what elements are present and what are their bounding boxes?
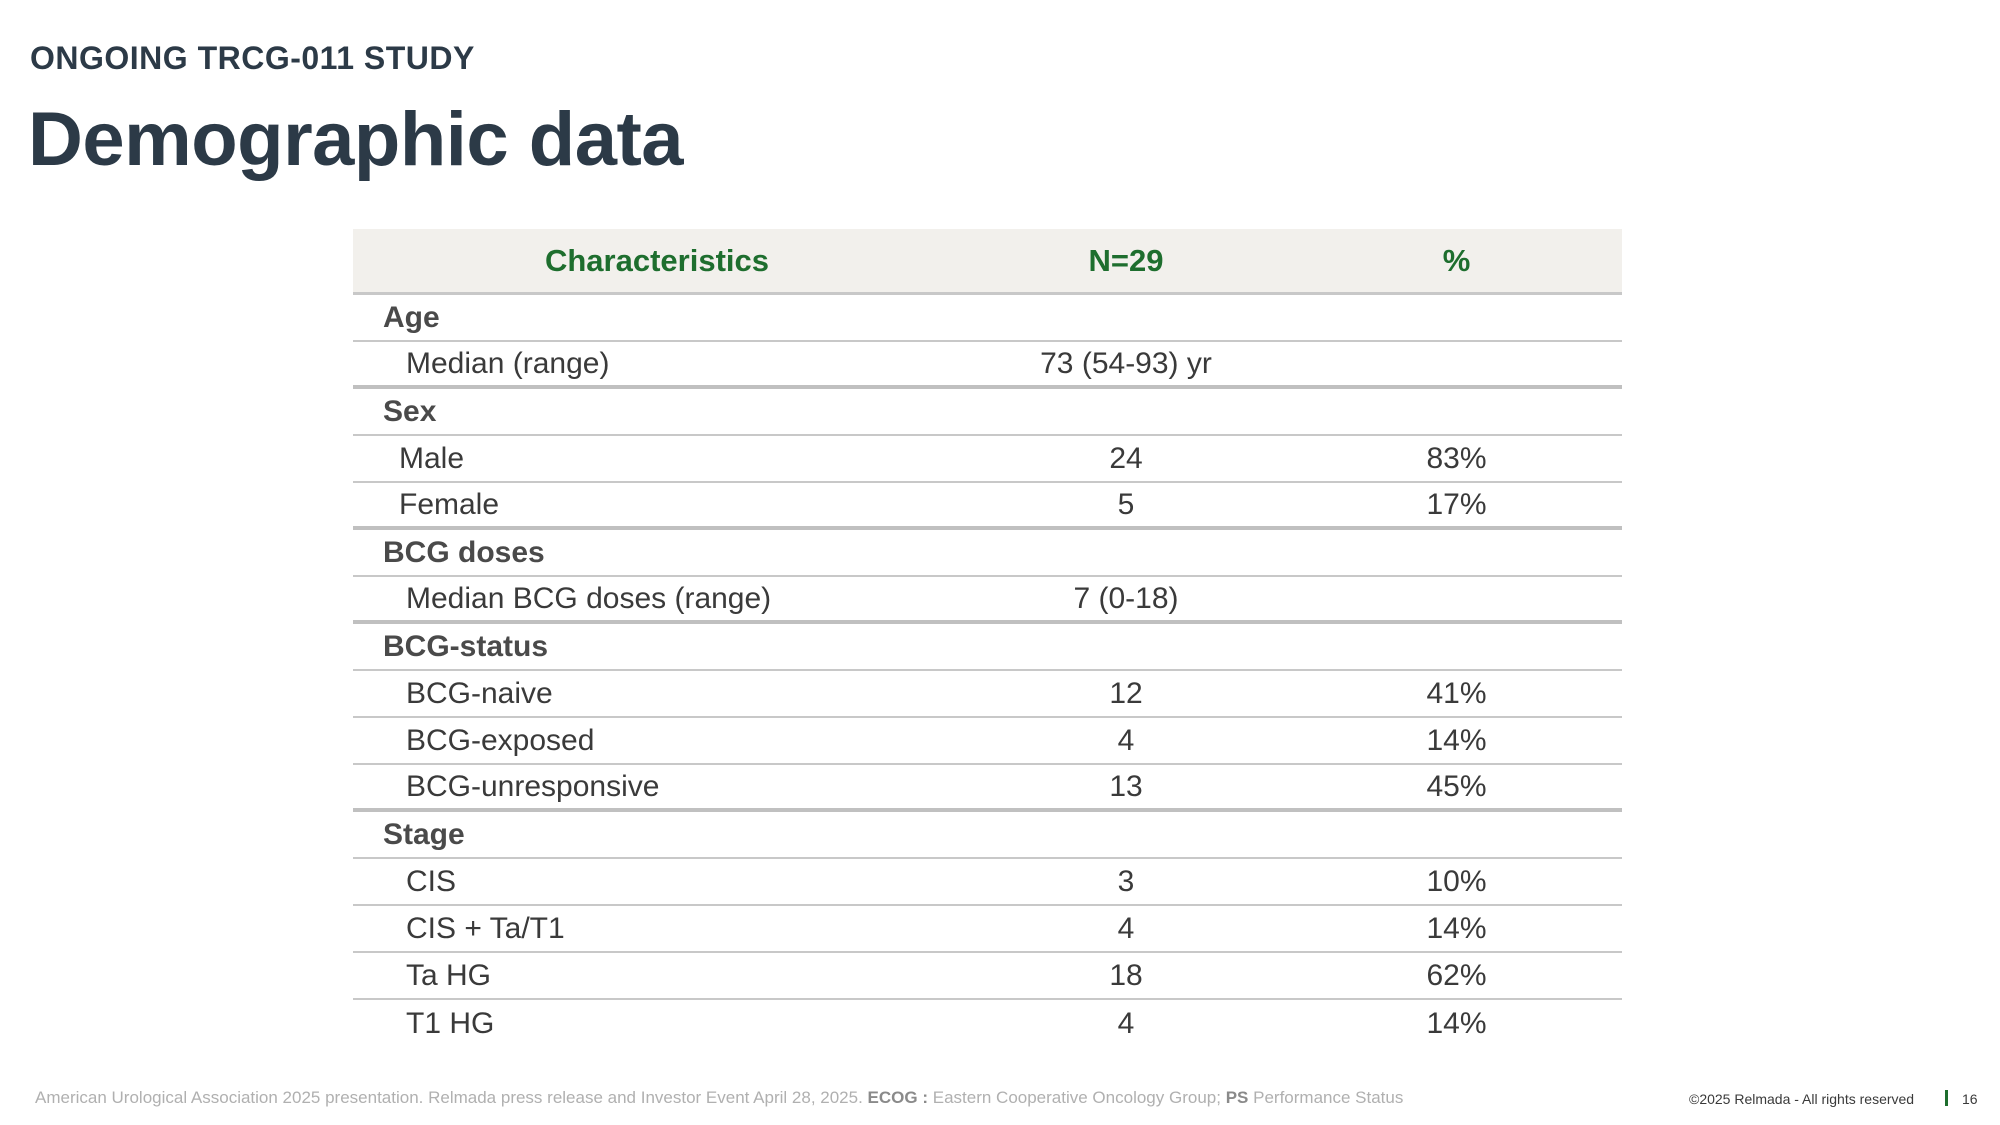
- table-row: [353, 906, 1622, 953]
- row-pct: 14%: [1426, 1006, 1487, 1040]
- footnote-ecog-text: Eastern Cooperative Oncology Group;: [932, 1088, 1221, 1107]
- footer-separator: [1945, 1090, 1948, 1106]
- row-pct: 17%: [1426, 487, 1487, 521]
- table-row: [353, 1000, 1622, 1047]
- footnote-ps-abbr: PS: [1225, 1088, 1249, 1107]
- row-n: 4: [1117, 911, 1135, 945]
- row-n: 5: [1117, 487, 1135, 521]
- row-n: 4: [1117, 723, 1135, 757]
- column-header-characteristics: Characteristics: [544, 242, 769, 278]
- row-label: Median BCG doses (range): [406, 581, 772, 615]
- section-eyebrow: ONGOING TRCG-011 STUDY: [30, 40, 475, 76]
- row-pct: 10%: [1426, 864, 1487, 898]
- row-n: 73 (54-93) yr: [1040, 346, 1212, 380]
- row-label: CIS: [406, 864, 457, 898]
- copyright-notice: ©2025 Relmada - All rights reserved: [1689, 1091, 1915, 1107]
- row-label: Female: [399, 487, 500, 521]
- row-label: Sex: [383, 394, 437, 428]
- row-n: 13: [1109, 769, 1143, 803]
- row-n: 7 (0-18): [1073, 581, 1179, 615]
- footnote: [35, 1088, 1403, 1108]
- table-row-section-bcg-doses: [353, 530, 1622, 577]
- row-label: T1 HG: [406, 1006, 495, 1040]
- column-header-percent: %: [1442, 242, 1471, 278]
- table-row: [353, 342, 1622, 389]
- row-label: BCG-status: [383, 629, 549, 663]
- table-header-row: [353, 229, 1622, 295]
- table-row: [353, 953, 1622, 1000]
- row-pct: 41%: [1426, 676, 1487, 710]
- row-label: CIS + Ta/T1: [406, 911, 565, 945]
- row-pct: 14%: [1426, 911, 1487, 945]
- demographics-table: [353, 229, 1622, 1047]
- table-row-section-bcg-status: [353, 624, 1622, 671]
- row-label: BCG-unresponsive: [406, 769, 660, 803]
- row-n: 12: [1109, 676, 1143, 710]
- row-pct: 83%: [1426, 441, 1487, 475]
- column-header-n: N=29: [1088, 242, 1164, 278]
- table-row: [353, 718, 1622, 765]
- row-label: Ta HG: [406, 958, 492, 992]
- table-row: [353, 483, 1622, 530]
- table-row: [353, 577, 1622, 624]
- table-row-section-stage: [353, 812, 1622, 859]
- row-label: Stage: [383, 817, 465, 851]
- row-label: BCG-exposed: [406, 723, 595, 757]
- footnote-reference: American Urological Association 2025 presentation. Relmada press release and Investor Event April 28, 2025.: [35, 1088, 863, 1107]
- table-row-section-sex: [353, 389, 1622, 436]
- table-row-section-age: [353, 295, 1622, 342]
- table-row: [353, 765, 1622, 812]
- row-n: 4: [1117, 1006, 1135, 1040]
- footnote-ps-text: Performance Status: [1253, 1088, 1404, 1107]
- row-n: 18: [1109, 958, 1143, 992]
- table-row: [353, 436, 1622, 483]
- row-label: BCG doses: [383, 535, 545, 569]
- page-number: 16: [1962, 1091, 1978, 1107]
- row-label: Median (range): [406, 346, 610, 380]
- table-row: [353, 671, 1622, 718]
- row-n: 3: [1117, 864, 1135, 898]
- page-title: Demographic data: [28, 97, 684, 182]
- row-label: BCG-naive: [406, 676, 553, 710]
- table-row: [353, 859, 1622, 906]
- row-pct: 45%: [1426, 769, 1487, 803]
- row-label: Age: [383, 300, 440, 334]
- row-label: Male: [399, 441, 465, 475]
- row-n: 24: [1109, 441, 1143, 475]
- footnote-ecog-abbr: ECOG :: [867, 1088, 928, 1107]
- row-pct: 14%: [1426, 723, 1487, 757]
- row-pct: 62%: [1426, 958, 1487, 992]
